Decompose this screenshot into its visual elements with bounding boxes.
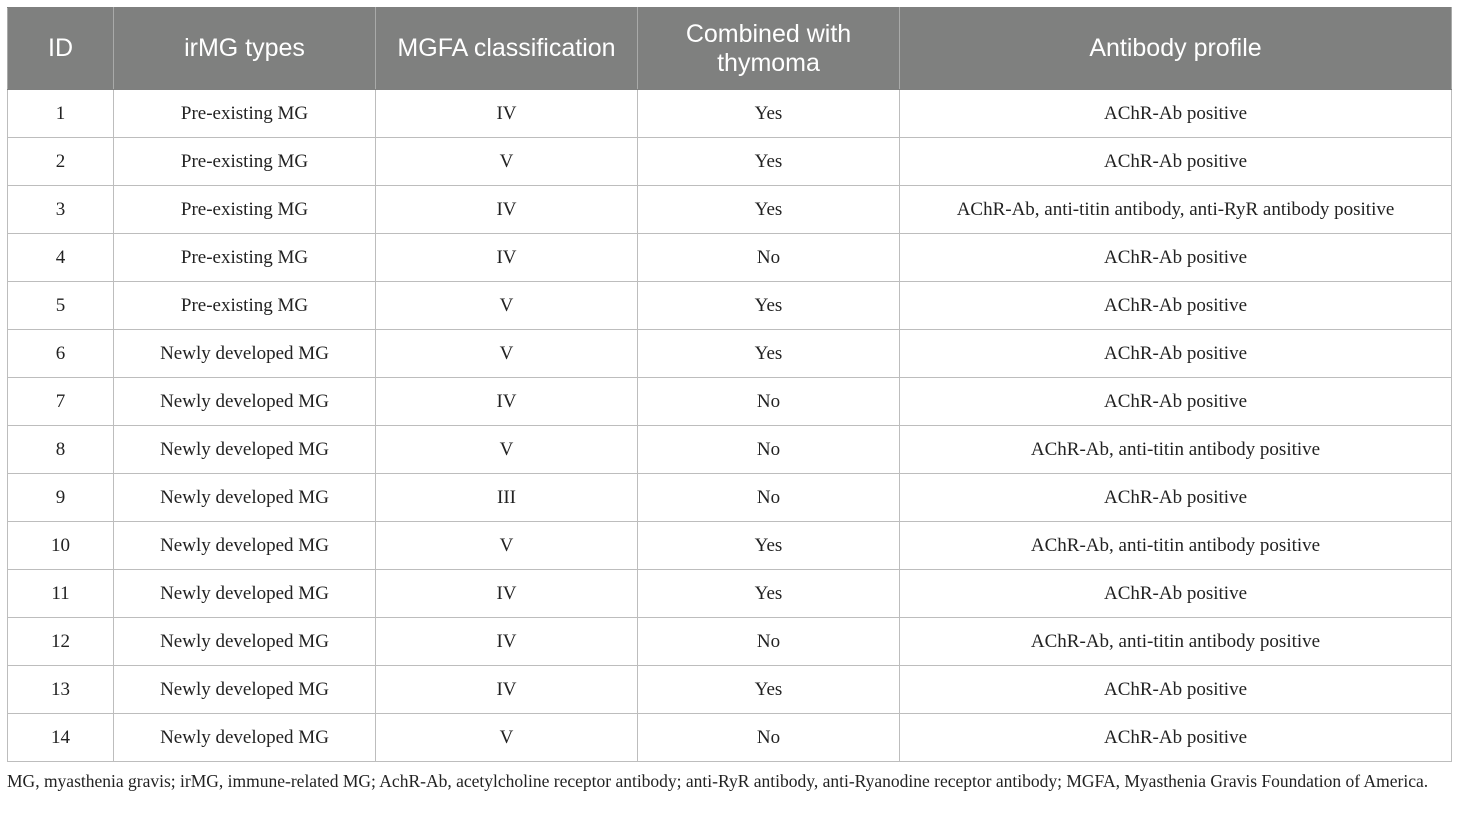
cell-irmg-type: Newly developed MG: [114, 714, 376, 762]
cell-antibody-profile: AChR-Ab, anti-titin antibody, anti-RyR antibody positive: [900, 186, 1452, 234]
cell-mgfa-classification: IV: [376, 570, 638, 618]
cell-irmg-type: Newly developed MG: [114, 666, 376, 714]
cell-antibody-profile: AChR-Ab positive: [900, 90, 1452, 138]
cell-antibody-profile: AChR-Ab positive: [900, 234, 1452, 282]
cell-antibody-profile: AChR-Ab positive: [900, 378, 1452, 426]
column-header-combined-with-thymoma: Combined with thymoma: [638, 8, 900, 90]
column-header-id: ID: [8, 8, 114, 90]
table-row: [8, 666, 1452, 714]
table-row: [8, 234, 1452, 282]
table-row: [8, 474, 1452, 522]
table-row: [8, 378, 1452, 426]
cell-mgfa-classification: IV: [376, 90, 638, 138]
cell-id: 2: [8, 138, 114, 186]
cell-mgfa-classification: V: [376, 522, 638, 570]
cell-irmg-type: Newly developed MG: [114, 378, 376, 426]
cell-combined-with-thymoma: Yes: [638, 138, 900, 186]
cell-combined-with-thymoma: Yes: [638, 666, 900, 714]
cell-id: 3: [8, 186, 114, 234]
cell-mgfa-classification: IV: [376, 186, 638, 234]
cell-irmg-type: Newly developed MG: [114, 618, 376, 666]
cell-id: 12: [8, 618, 114, 666]
cell-mgfa-classification: IV: [376, 234, 638, 282]
table-row: [8, 330, 1452, 378]
cell-combined-with-thymoma: Yes: [638, 186, 900, 234]
cell-combined-with-thymoma: No: [638, 426, 900, 474]
cell-antibody-profile: AChR-Ab positive: [900, 570, 1452, 618]
cell-id: 7: [8, 378, 114, 426]
table-footnote: MG, myasthenia gravis; irMG, immune-related MG; AchR-Ab, acetylcholine receptor antibody; anti-RyR antibody, anti-Ryanodine receptor antibody; MGFA, Myasthenia Gravis Foundation of America.: [7, 771, 1429, 791]
cell-irmg-type: Pre-existing MG: [114, 138, 376, 186]
table-row: [8, 426, 1452, 474]
table-row: [8, 90, 1452, 138]
cell-combined-with-thymoma: No: [638, 474, 900, 522]
cell-antibody-profile: AChR-Ab, anti-titin antibody positive: [900, 426, 1452, 474]
cell-irmg-type: Newly developed MG: [114, 330, 376, 378]
cell-id: 4: [8, 234, 114, 282]
cell-irmg-type: Pre-existing MG: [114, 282, 376, 330]
cell-antibody-profile: AChR-Ab positive: [900, 330, 1452, 378]
cell-irmg-type: Newly developed MG: [114, 570, 376, 618]
cell-irmg-type: Pre-existing MG: [114, 90, 376, 138]
cell-combined-with-thymoma: No: [638, 714, 900, 762]
cell-combined-with-thymoma: No: [638, 618, 900, 666]
cell-antibody-profile: AChR-Ab positive: [900, 666, 1452, 714]
data-table: [7, 7, 1452, 762]
cell-combined-with-thymoma: Yes: [638, 330, 900, 378]
table-container: [7, 7, 1451, 794]
table-row: [8, 570, 1452, 618]
cell-id: 9: [8, 474, 114, 522]
cell-antibody-profile: AChR-Ab positive: [900, 714, 1452, 762]
cell-id: 10: [8, 522, 114, 570]
cell-combined-with-thymoma: No: [638, 234, 900, 282]
cell-id: 1: [8, 90, 114, 138]
column-header-mgfa-classification: MGFA classification: [376, 8, 638, 90]
cell-antibody-profile: AChR-Ab positive: [900, 474, 1452, 522]
cell-antibody-profile: AChR-Ab positive: [900, 282, 1452, 330]
cell-mgfa-classification: V: [376, 330, 638, 378]
cell-irmg-type: Newly developed MG: [114, 426, 376, 474]
table-row: [8, 186, 1452, 234]
table-header: [8, 8, 1452, 90]
cell-combined-with-thymoma: Yes: [638, 522, 900, 570]
cell-mgfa-classification: V: [376, 138, 638, 186]
cell-combined-with-thymoma: Yes: [638, 282, 900, 330]
cell-combined-with-thymoma: Yes: [638, 90, 900, 138]
cell-antibody-profile: AChR-Ab, anti-titin antibody positive: [900, 618, 1452, 666]
cell-mgfa-classification: III: [376, 474, 638, 522]
cell-combined-with-thymoma: No: [638, 378, 900, 426]
cell-irmg-type: Pre-existing MG: [114, 186, 376, 234]
cell-id: 11: [8, 570, 114, 618]
cell-id: 14: [8, 714, 114, 762]
table-row: [8, 138, 1452, 186]
table-row: [8, 282, 1452, 330]
table-row: [8, 522, 1452, 570]
cell-mgfa-classification: V: [376, 714, 638, 762]
table-row: [8, 714, 1452, 762]
cell-antibody-profile: AChR-Ab positive: [900, 138, 1452, 186]
cell-mgfa-classification: IV: [376, 378, 638, 426]
cell-combined-with-thymoma: Yes: [638, 570, 900, 618]
cell-id: 5: [8, 282, 114, 330]
cell-id: 13: [8, 666, 114, 714]
header-row: [8, 8, 1452, 90]
column-header-antibody-profile: Antibody profile: [900, 8, 1452, 90]
column-header-irmg-types: irMG types: [114, 8, 376, 90]
cell-id: 6: [8, 330, 114, 378]
table-row: [8, 618, 1452, 666]
cell-antibody-profile: AChR-Ab, anti-titin antibody positive: [900, 522, 1452, 570]
cell-irmg-type: Newly developed MG: [114, 522, 376, 570]
table-body: [8, 90, 1452, 762]
cell-mgfa-classification: IV: [376, 618, 638, 666]
cell-mgfa-classification: V: [376, 426, 638, 474]
cell-irmg-type: Newly developed MG: [114, 474, 376, 522]
cell-mgfa-classification: IV: [376, 666, 638, 714]
cell-id: 8: [8, 426, 114, 474]
cell-irmg-type: Pre-existing MG: [114, 234, 376, 282]
cell-mgfa-classification: V: [376, 282, 638, 330]
